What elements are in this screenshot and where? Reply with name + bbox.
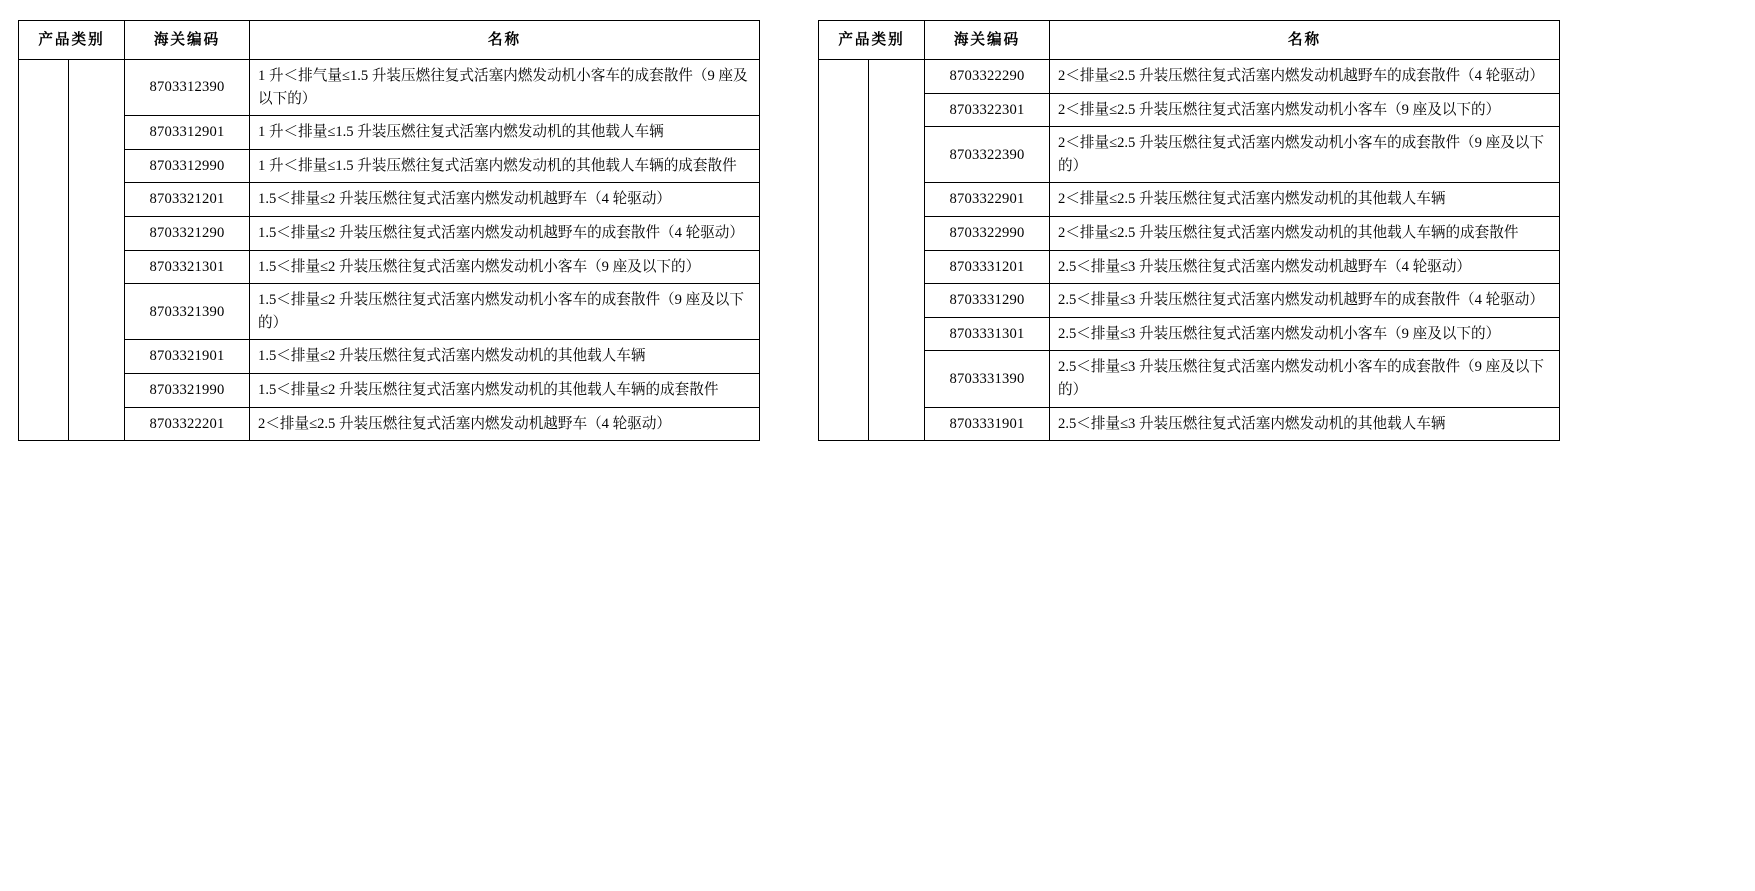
name-cell: 2＜排量≤2.5 升装压燃往复式活塞内燃发动机小客车（9 座及以下的） xyxy=(1050,93,1560,127)
table-row xyxy=(819,407,1560,441)
table-header-row xyxy=(819,21,1560,60)
category-subcell-merged xyxy=(869,60,925,441)
hs-code-cell: 8703331201 xyxy=(925,250,1050,284)
hs-code-cell: 8703331290 xyxy=(925,284,1050,318)
hs-code-table-right xyxy=(818,20,1560,441)
hs-code-cell: 8703321201 xyxy=(125,183,250,217)
hs-code-table-left xyxy=(18,20,760,441)
name-cell: 2.5＜排量≤3 升装压燃往复式活塞内燃发动机小客车的成套散件（9 座及以下的） xyxy=(1050,351,1560,407)
hs-code-cell: 8703321990 xyxy=(125,374,250,408)
name-cell: 1 升＜排量≤1.5 升装压燃往复式活塞内燃发动机的其他载人车辆 xyxy=(250,116,760,150)
hs-code-cell: 8703312990 xyxy=(125,149,250,183)
name-cell: 2＜排量≤2.5 升装压燃往复式活塞内燃发动机小客车的成套散件（9 座及以下的） xyxy=(1050,127,1560,183)
table-row xyxy=(19,183,760,217)
name-cell: 2.5＜排量≤3 升装压燃往复式活塞内燃发动机越野车（4 轮驱动） xyxy=(1050,250,1560,284)
name-cell: 2.5＜排量≤3 升装压燃往复式活塞内燃发动机的其他载人车辆 xyxy=(1050,407,1560,441)
hs-code-cell: 8703322301 xyxy=(925,93,1050,127)
hs-code-cell: 8703312390 xyxy=(125,60,250,116)
hs-code-cell: 8703321301 xyxy=(125,250,250,284)
hs-code-cell: 8703312901 xyxy=(125,116,250,150)
table-row xyxy=(819,183,1560,217)
table-row xyxy=(819,317,1560,351)
table-body-left xyxy=(19,60,760,441)
category-cell-merged xyxy=(819,60,869,441)
name-cell: 1 升＜排量≤1.5 升装压燃往复式活塞内燃发动机的其他载人车辆的成套散件 xyxy=(250,149,760,183)
table-row xyxy=(19,407,760,441)
column-header-category: 产品类别 xyxy=(819,21,925,60)
table-row xyxy=(19,284,760,340)
column-header-hs-code: 海关编码 xyxy=(925,21,1050,60)
table-row xyxy=(819,284,1560,318)
table-header-row xyxy=(19,21,760,60)
table-row xyxy=(19,149,760,183)
table-row xyxy=(819,93,1560,127)
name-cell: 2＜排量≤2.5 升装压燃往复式活塞内燃发动机的其他载人车辆 xyxy=(1050,183,1560,217)
name-cell: 1.5＜排量≤2 升装压燃往复式活塞内燃发动机的其他载人车辆 xyxy=(250,340,760,374)
hs-code-cell: 8703331901 xyxy=(925,407,1050,441)
right-table-container xyxy=(818,20,1560,441)
hs-code-cell: 8703322201 xyxy=(125,407,250,441)
table-body-right xyxy=(819,60,1560,441)
table-row xyxy=(819,217,1560,251)
hs-code-cell: 8703331301 xyxy=(925,317,1050,351)
category-subcell-merged xyxy=(69,60,125,441)
hs-code-cell: 8703331390 xyxy=(925,351,1050,407)
table-row xyxy=(819,127,1560,183)
table-row xyxy=(19,116,760,150)
hs-code-cell: 8703321390 xyxy=(125,284,250,340)
table-row xyxy=(19,340,760,374)
table-row xyxy=(19,250,760,284)
name-cell: 1.5＜排量≤2 升装压燃往复式活塞内燃发动机小客车的成套散件（9 座及以下的） xyxy=(250,284,760,340)
name-cell: 1.5＜排量≤2 升装压燃往复式活塞内燃发动机的其他载人车辆的成套散件 xyxy=(250,374,760,408)
name-cell: 2＜排量≤2.5 升装压燃往复式活塞内燃发动机越野车的成套散件（4 轮驱动） xyxy=(1050,60,1560,94)
category-cell-merged xyxy=(19,60,69,441)
hs-code-cell: 8703322901 xyxy=(925,183,1050,217)
table-row xyxy=(819,60,1560,94)
column-header-hs-code: 海关编码 xyxy=(125,21,250,60)
name-cell: 1.5＜排量≤2 升装压燃往复式活塞内燃发动机越野车（4 轮驱动） xyxy=(250,183,760,217)
table-row xyxy=(19,374,760,408)
hs-code-cell: 8703322990 xyxy=(925,217,1050,251)
column-header-name: 名称 xyxy=(1050,21,1560,60)
column-header-category: 产品类别 xyxy=(19,21,125,60)
name-cell: 2＜排量≤2.5 升装压燃往复式活塞内燃发动机越野车（4 轮驱动） xyxy=(250,407,760,441)
hs-code-cell: 8703322290 xyxy=(925,60,1050,94)
table-row xyxy=(819,250,1560,284)
table-row xyxy=(19,60,760,116)
table-row xyxy=(19,217,760,251)
name-cell: 1 升＜排气量≤1.5 升装压燃往复式活塞内燃发动机小客车的成套散件（9 座及以下的） xyxy=(250,60,760,116)
left-table-container xyxy=(18,20,760,441)
name-cell: 2＜排量≤2.5 升装压燃往复式活塞内燃发动机的其他载人车辆的成套散件 xyxy=(1050,217,1560,251)
name-cell: 1.5＜排量≤2 升装压燃往复式活塞内燃发动机小客车（9 座及以下的） xyxy=(250,250,760,284)
hs-code-cell: 8703322390 xyxy=(925,127,1050,183)
name-cell: 2.5＜排量≤3 升装压燃往复式活塞内燃发动机越野车的成套散件（4 轮驱动） xyxy=(1050,284,1560,318)
hs-code-cell: 8703321290 xyxy=(125,217,250,251)
name-cell: 2.5＜排量≤3 升装压燃往复式活塞内燃发动机小客车（9 座及以下的） xyxy=(1050,317,1560,351)
hs-code-cell: 8703321901 xyxy=(125,340,250,374)
table-row xyxy=(819,351,1560,407)
name-cell: 1.5＜排量≤2 升装压燃往复式活塞内燃发动机越野车的成套散件（4 轮驱动） xyxy=(250,217,760,251)
column-header-name: 名称 xyxy=(250,21,760,60)
